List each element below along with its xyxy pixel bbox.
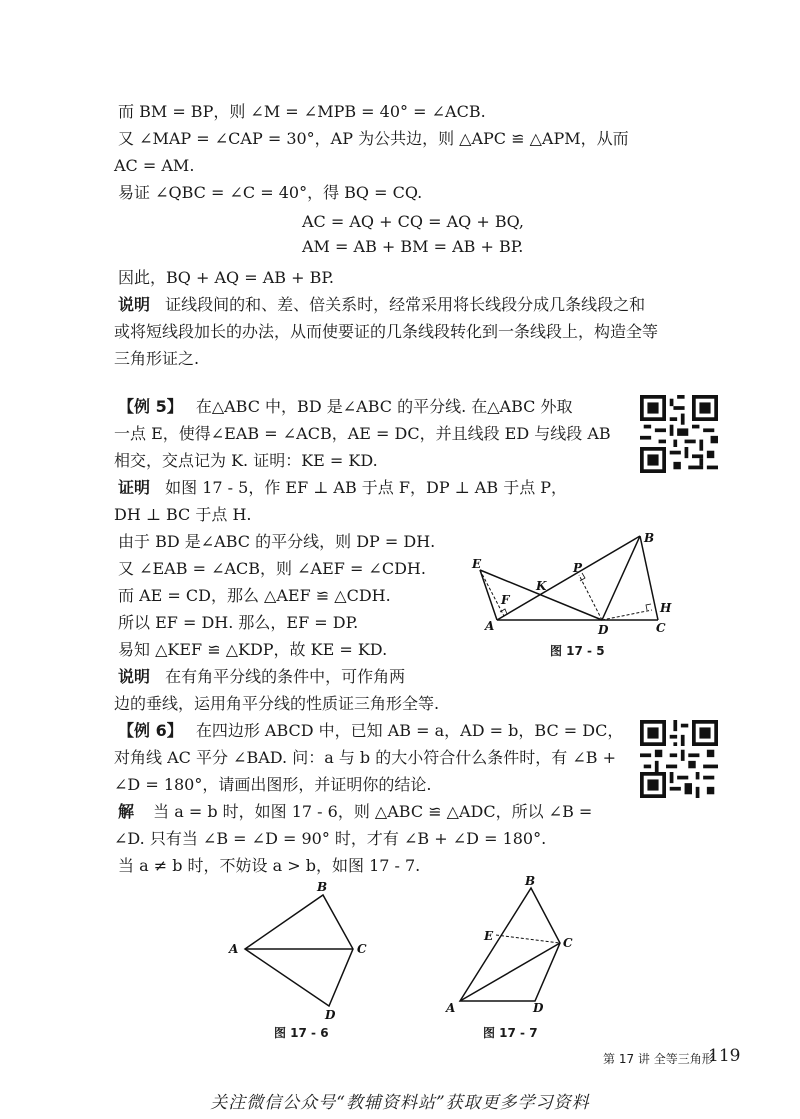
text-line: AC = AM. (114, 156, 195, 175)
quadrilateral-abcd (245, 895, 353, 1006)
point-label: K (536, 579, 547, 593)
point-label: A (446, 1001, 456, 1015)
segment-ba (497, 536, 640, 620)
text-line: 因此，BQ + AQ = AB + BP. (118, 268, 334, 287)
problem-text: 在△ABC 中，BD 是∠ABC 的平分线. 在△ABC 外取 (195, 397, 573, 416)
text-line: ∠D. 只有当 ∠B = ∠D = 90° 时，才有 ∠B + ∠D = 180°. (114, 829, 547, 848)
text-line: 而 BM = BP，则 ∠M = ∠MPB = 40° = ∠ACB. (118, 102, 486, 121)
figure-17-6 (225, 878, 375, 1023)
text-line: 易证 ∠QBC = ∠C = 40°，得 BQ = CQ. (118, 183, 423, 202)
segment-dp-dashed (579, 575, 602, 620)
point-label: A (229, 942, 239, 956)
text-line: 一点 E，使得∠EAB = ∠ACB，AE = DC，并且线段 ED 与线段 AB (114, 424, 611, 443)
equation-line: AM = AB + BM = AB + BP. (302, 237, 524, 256)
segment-dh-dashed (602, 610, 652, 620)
text-line: 又 ∠EAB = ∠ACB，则 ∠AEF = ∠CDH. (118, 559, 426, 578)
point-label: B (317, 880, 328, 894)
text-line: 或将短线段加长的办法，从而使要证的几条线段转化到一条线段上，构造全等 (114, 322, 659, 341)
text-line: 边的垂线，运用角平分线的性质证三角形全等. (114, 694, 440, 713)
note-label: 说明 (118, 295, 151, 314)
example-label: 【例 5】 (118, 397, 183, 416)
point-label: E (472, 557, 482, 571)
chapter-title: 第 17 讲 全等三角形 (603, 1052, 714, 1066)
qr-code-icon[interactable] (640, 395, 718, 473)
point-label: C (563, 936, 573, 950)
point-label: D (533, 1001, 544, 1015)
text-line: DH ⊥ BC 于点 H. (114, 505, 252, 524)
text-line: 当 a ≠ b 时，不妨设 a > b，如图 17 - 7. (118, 856, 421, 875)
top-section (114, 100, 678, 370)
point-label: C (656, 621, 666, 635)
point-label: P (573, 561, 583, 575)
segment-ec-dashed (496, 935, 560, 943)
proof-label: 证明 (118, 478, 151, 497)
equation-line: AC = AQ + CQ = AQ + BQ, (302, 212, 524, 231)
point-label: D (598, 623, 609, 637)
point-label: D (325, 1008, 336, 1022)
quadrilateral-abcd (460, 888, 560, 1001)
text-line: 又 ∠MAP = ∠CAP = 30°，AP 为公共边，则 △APC ≌ △APM，从而 (118, 129, 629, 148)
point-label: A (485, 619, 495, 633)
example-6 (114, 719, 654, 875)
segment-bd (602, 536, 640, 620)
point-label: H (660, 601, 672, 615)
segment-ed (480, 570, 602, 620)
figure-caption: 图 17 - 7 (483, 1026, 538, 1040)
point-label: B (644, 531, 655, 545)
figure-caption: 图 17 - 5 (550, 644, 605, 658)
point-label: F (501, 593, 510, 607)
text-line: 易知 △KEF ≌ △KDP，故 KE = KD. (118, 640, 388, 659)
point-label: E (484, 929, 494, 943)
segment-ae (480, 570, 497, 620)
point-label: C (357, 942, 367, 956)
text-line: 由于 BD 是∠ABC 的平分线，则 DP = DH. (118, 532, 436, 551)
problem-text: 在四边形 ABCD 中，已知 AB = a，AD = b，BC = DC， (195, 721, 624, 740)
figure-17-5 (470, 528, 675, 638)
note-text: 在有角平分线的条件中，可作角两 (165, 667, 406, 686)
note-text: 证线段间的和、差、倍关系时，经常采用将长线段分成几条线段之和 (165, 295, 646, 314)
example-label: 【例 6】 (118, 721, 183, 740)
figure-caption: 图 17 - 6 (274, 1026, 329, 1040)
point-label: B (525, 874, 536, 888)
segment-bc (640, 536, 658, 620)
solution-text: 当 a = b 时，如图 17 - 6，则 △ABC ≌ △ADC，所以 ∠B = (153, 802, 593, 821)
diagonal-ac (460, 943, 560, 1001)
qr-code-icon[interactable] (640, 720, 718, 798)
right-angle-f (500, 609, 507, 614)
text-line: 相交，交点记为 K. 证明：KE = KD. (114, 451, 378, 470)
figure-17-7 (440, 872, 580, 1018)
text-line: 三角形证之. (114, 349, 200, 368)
text-line: 对角线 AC 平分 ∠BAD. 问：a 与 b 的大小符合什么条件时，有 ∠B + (114, 748, 616, 767)
proof-text: 如图 17 - 5，作 EF ⊥ AB 于点 F，DP ⊥ AB 于点 P， (165, 478, 568, 497)
right-angle-h (646, 604, 651, 610)
text-line: 而 AE = CD，那么 △AEF ≌ △CDH. (118, 586, 391, 605)
solution-label: 解 (118, 802, 135, 821)
note-label: 说明 (118, 667, 151, 686)
page-number: 119 (708, 1046, 741, 1066)
text-line: ∠D = 180°，请画出图形，并证明你的结论. (114, 775, 432, 794)
watermark-text: 关注微信公众号“教辅资料站”获取更多学习资料 (210, 1093, 590, 1113)
text-line: 所以 EF = DH. 那么，EF = DP. (118, 613, 359, 632)
